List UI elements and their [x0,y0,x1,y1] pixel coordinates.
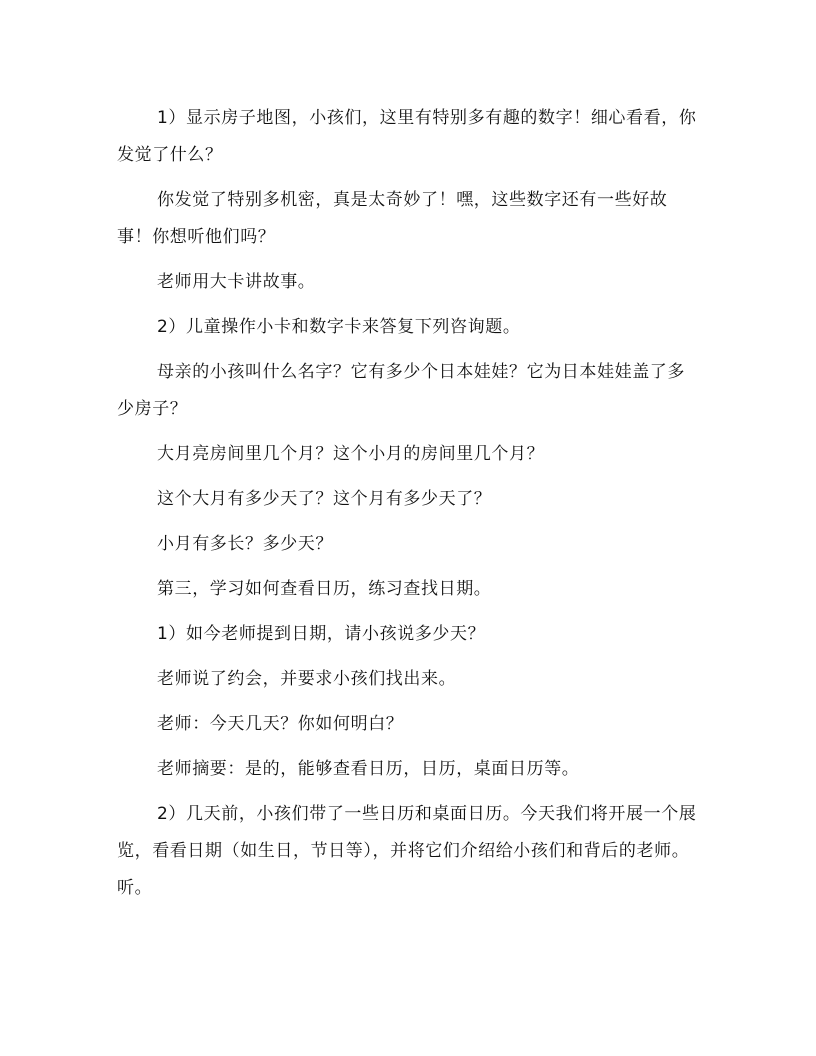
paragraph-8: 小月有多长？多少天？ [157,534,333,554]
paragraph-1: 1）显示房子地图，小孩们，这里有特别多有趣的数字！细心看看，你发觉了什么？ [117,108,697,165]
paragraph-12: 老师：今天几天？你如何明白？ [157,714,404,734]
paragraph-4: 2）儿童操作小卡和数字卡来答复下列咨询题。 [157,317,521,337]
paragraph-11: 老师说了约会，并要求小孩们找出来。 [157,669,457,689]
paragraph-6: 大月亮房间里几个月？这个小月的房间里几个月？ [157,444,545,464]
paragraph-5: 母亲的小孩叫什么名字？它有多少个日本娃娃？它为日本娃娃盖了多少房子？ [117,362,685,419]
paragraph-2: 你发觉了特别多机密，真是太奇妙了！嘿，这些数字还有一些好故事！你想听他们吗？ [117,190,668,247]
paragraph-14: 2）几天前，小孩们带了一些日历和桌面日历。今天我们将开展一个展览，看看日期（如生日，节日等），并将它们介绍给小孩们和背后的老师。听。 [117,804,697,898]
paragraph-7: 这个大月有多少天了？这个月有多少天了？ [157,489,492,509]
paragraph-9: 第三，学习如何查看日历，练习查找日期。 [157,579,492,599]
paragraph-10: 1）如今老师提到日期，请小孩说多少天？ [157,624,486,644]
paragraph-3: 老师用大卡讲故事。 [157,272,316,292]
document-body [117,100,700,915]
paragraph-13: 老师摘要：是的，能够查看日历，日历，桌面日历等。 [157,759,580,779]
